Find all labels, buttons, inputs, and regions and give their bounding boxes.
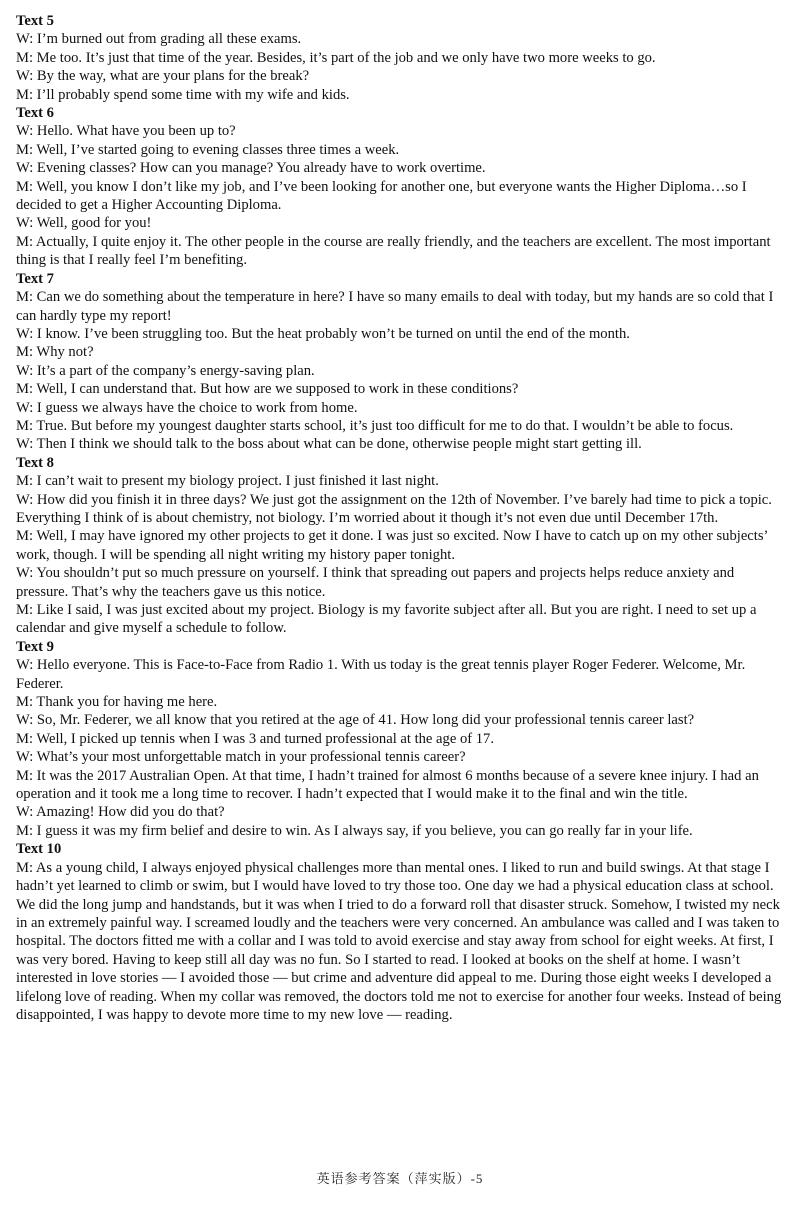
dialogue-line: M: Actually, I quite enjoy it. The other people in the course are really friendly, and the teachers are excellent. The most important thing is that I really feel I’m benefiting. (16, 233, 771, 269)
dialogue-line: W: Amazing! How did you do that? (16, 804, 225, 821)
dialogue-line: W: Evening classes? How can you manage? You already have to work overtime. (16, 160, 486, 177)
section-text-9 (16, 638, 784, 840)
section-text-8 (16, 454, 784, 638)
dialogue-line: W: It’s a part of the company’s energy-saving plan. (16, 362, 315, 379)
dialogue-line: M: Well, I picked up tennis when I was 3 and turned professional at the age of 17. (16, 730, 495, 747)
dialogue-line: W: I guess we always have the choice to work from home. (16, 399, 358, 416)
dialogue-line: W: I’m burned out from grading all these exams. (16, 31, 302, 48)
dialogue-line: M: I can’t wait to present my biology project. I just finished it last night. (16, 473, 439, 490)
section-title: Text 6 (16, 105, 54, 122)
section-title: Text 5 (16, 13, 54, 29)
dialogue-line: W: What’s your most unforgettable match in your professional tennis career? (16, 749, 466, 766)
dialogue-line: M: Me too. It’s just that time of the year. Besides, it’s part of the job and we only have two more weeks to go. (16, 49, 656, 66)
dialogue-line: M: Can we do something about the temperature in here? I have so many emails to deal with today, but my hands are so cold that I can hardly type my report! (16, 289, 774, 324)
document-page (16, 12, 784, 1024)
dialogue-line: W: I know. I’ve been struggling too. But the heat probably won’t be turned on until the end of the month. (16, 325, 630, 342)
section-title: Text 10 (16, 841, 62, 858)
dialogue-line: M: I’ll probably spend some time with my wife and kids. (16, 86, 350, 103)
section-text-6 (16, 104, 784, 270)
monologue-paragraph: M: As a young child, I always enjoyed physical challenges more than mental ones. I liked to run and build swings. At that stage I hadn’t yet learned to climb or swim, but I would have loved to try those too. One day we had a physical education class at school. We did the long jump and handstands, but it was when I tried to do a forward roll that disaster struck. Somehow, I twisted my neck in an extremely painful way. I screamed loudly and the teachers were very concerned. An ambulance was called and I was taken to hospital. The doctors fitted me with a collar and I was told to avoid exercise and stay away from school for eight weeks. At first, I was very bored. Having to keep still all day was no fun. So I started to read. I looked at books on the shelf at home. I wasn’t interested in love stories — I avoided those — but crime and adventure did appeal to me. During those eight weeks I developed a lifelong love of reading. When my collar was removed, the doctors told me not to exercise for another four weeks. Instead of being disappointed, I was happy to devote more time to my new love — reading. (16, 859, 782, 1023)
dialogue-line: M: Why not? (16, 344, 94, 361)
dialogue-line: M: Well, I may have ignored my other projects to get it done. I was just so excited. Now I have to catch up on my other subjects’ work, though. I will be spending all night writing my history paper tonight. (16, 528, 768, 563)
section-text-5 (16, 12, 784, 104)
section-text-7 (16, 270, 784, 454)
dialogue-line: W: So, Mr. Federer, we all know that you retired at the age of 41. How long did your professional tennis career last? (16, 712, 695, 729)
dialogue-line: W: You shouldn’t put so much pressure on yourself. I think that spreading out papers and projects helps reduce anxiety and pressure. That’s why the teachers gave us this notice. (16, 565, 735, 600)
dialogue-line: W: Hello everyone. This is Face-to-Face from Radio 1. With us today is the great tennis player Roger Federer. Welcome, Mr. Federer. (16, 657, 746, 692)
dialogue-line: M: True. But before my youngest daughter starts school, it’s just too difficult for me to do that. I wouldn’t be able to focus. (16, 417, 734, 434)
dialogue-line: W: How did you finish it in three days? We just got the assignment on the 12th of November. I’ve barely had time to pick a topic. Everything I think of is about chemistry, not biology. I’m worried about it though it’s not even due until December 17th. (16, 491, 772, 526)
dialogue-line: W: Hello. What have you been up to? (16, 123, 236, 140)
dialogue-line: M: Well, I can understand that. But how are we supposed to work in these conditions? (16, 381, 519, 398)
section-title: Text 7 (16, 270, 54, 287)
dialogue-line: M: Thank you for having me here. (16, 694, 218, 711)
dialogue-line: M: Well, you know I don’t like my job, and I’ve been looking for another one, but everyone wants the Higher Diploma…so I decided to get a Higher Accounting Diploma. (16, 178, 747, 214)
dialogue-line: M: It was the 2017 Australian Open. At that time, I hadn’t trained for almost 6 months because of a severe knee injury. I had an operation and it took me a long time to recover. I hadn’t expected that I would make it to the final and win the title. (16, 767, 759, 803)
dialogue-line: W: By the way, what are your plans for the break? (16, 68, 310, 85)
page-footer: 英语参考答案（萍实版）-5 (316, 1171, 484, 1186)
dialogue-line: W: Well, good for you! (16, 215, 152, 232)
dialogue-line: M: Well, I’ve started going to evening classes three times a week. (16, 141, 400, 158)
dialogue-line: M: I guess it was my firm belief and desire to win. As I always say, if you believe, you can go really far in your life. (16, 822, 693, 839)
dialogue-line: M: Like I said, I was just excited about my project. Biology is my favorite subject after all. But you are right. I need to set up a calendar and give myself a schedule to follow. (16, 602, 757, 637)
dialogue-line: W: Then I think we should talk to the boss about what can be done, otherwise people might start getting ill. (16, 436, 642, 453)
section-text-10 (16, 840, 784, 1024)
section-title: Text 8 (16, 454, 54, 471)
section-title: Text 9 (16, 638, 54, 655)
